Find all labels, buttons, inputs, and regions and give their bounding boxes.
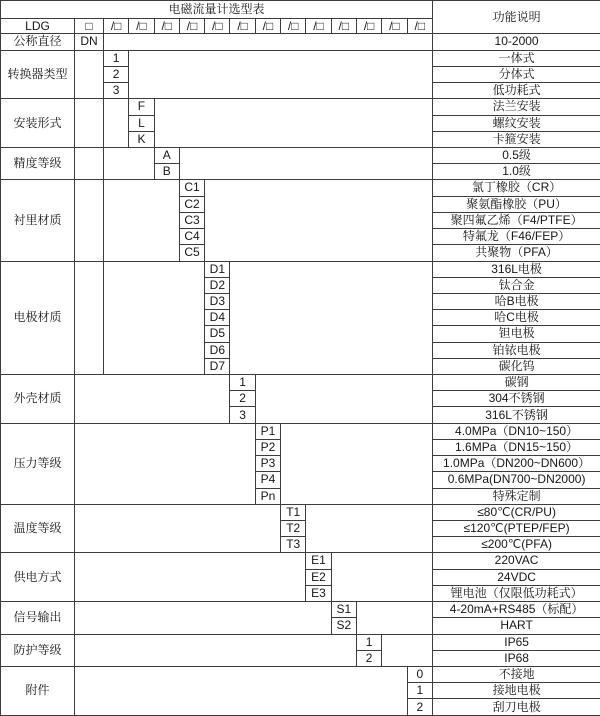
option-description: ≤80℃(CR/PU): [433, 504, 600, 520]
empty-cell: [75, 180, 104, 261]
option-description: 氯丁橡胶（CR）: [433, 180, 600, 196]
empty-cell: [75, 602, 332, 634]
model-slot: /□: [230, 19, 255, 34]
model-slot: /□: [281, 19, 306, 34]
option-code: S2: [331, 618, 356, 634]
option-code: 1: [104, 50, 129, 66]
option-code: B: [154, 164, 179, 180]
option-description: 4-20mA+RS485（标配）: [433, 602, 600, 618]
option-code: 2: [104, 66, 129, 82]
option-code: D3: [205, 293, 230, 309]
option-description: 特氟龙（F46/FEP）: [433, 229, 600, 245]
empty-cell: [75, 375, 230, 424]
option-description: 碳化钨: [433, 358, 600, 374]
option-description: 碳钢: [433, 375, 600, 391]
option-code: K: [129, 131, 154, 147]
model-slot: /□: [104, 19, 129, 34]
option-code: P3: [255, 456, 280, 472]
model-slot: /□: [407, 19, 433, 34]
empty-cell: [306, 504, 433, 553]
group-label: 供电方式: [1, 553, 75, 602]
empty-cell: [75, 423, 256, 504]
option-code: Pn: [255, 488, 280, 504]
option-description: 10-2000: [433, 34, 600, 50]
group-label: 精度等级: [1, 147, 75, 179]
group-label: 公称直径: [1, 34, 75, 50]
model-slot: /□: [255, 19, 280, 34]
model-slot: /□: [179, 19, 204, 34]
option-code: C1: [179, 180, 204, 196]
option-description: 1.0MPa（DN200~DN600）: [433, 456, 600, 472]
option-description: IP68: [433, 650, 600, 666]
model-slot: /□: [356, 19, 381, 34]
empty-cell: [331, 553, 432, 602]
option-description: 钛合金: [433, 277, 600, 293]
empty-cell: [104, 99, 129, 148]
group-label: 温度等级: [1, 504, 75, 553]
option-code: DN: [75, 34, 104, 50]
group-label: 防护等级: [1, 634, 75, 666]
empty-cell: [75, 634, 357, 666]
option-code: E1: [306, 553, 331, 569]
empty-cell: [255, 375, 432, 424]
option-description: 304不锈钢: [433, 391, 600, 407]
empty-cell: [356, 602, 432, 634]
option-code: P1: [255, 423, 280, 439]
option-description: 0.5级: [433, 147, 600, 163]
group-label: 压力等级: [1, 423, 75, 504]
option-code: T2: [281, 521, 306, 537]
empty-cell: [75, 553, 306, 602]
model-slot: /□: [205, 19, 230, 34]
empty-cell: [75, 50, 104, 99]
option-description: 316L不锈钢: [433, 407, 600, 423]
option-description: 共聚物（PFA）: [433, 245, 600, 261]
option-description: 1.0级: [433, 164, 600, 180]
option-code: C4: [179, 229, 204, 245]
option-code: T1: [281, 504, 306, 520]
option-code: 0: [407, 666, 433, 682]
empty-cell: [281, 423, 433, 504]
option-description: 接地电极: [433, 683, 600, 699]
option-code: D6: [205, 342, 230, 358]
option-description: 聚氨酯橡胶（PU）: [433, 196, 600, 212]
model-base-box: □: [75, 19, 104, 34]
empty-cell: [75, 666, 408, 715]
option-code: A: [154, 147, 179, 163]
option-code: 1: [356, 634, 381, 650]
group-label: 外壳材质: [1, 375, 75, 424]
option-code: 1: [407, 683, 433, 699]
option-description: 刮刀电极: [433, 699, 600, 716]
option-code: C5: [179, 245, 204, 261]
group-label: 安装形式: [1, 99, 75, 148]
option-description: 316L电极: [433, 261, 600, 277]
option-code: 1: [230, 375, 255, 391]
option-description: 低功耗式: [433, 83, 600, 99]
empty-cell: [75, 504, 281, 553]
group-label: 附件: [1, 666, 75, 715]
option-code: C2: [179, 196, 204, 212]
option-description: 特殊定制: [433, 488, 600, 504]
empty-cell: [382, 634, 433, 666]
option-description: 法兰安装: [433, 99, 600, 115]
option-description: 220VAC: [433, 553, 600, 569]
option-code: E2: [306, 569, 331, 585]
empty-cell: [75, 99, 104, 148]
empty-cell: [179, 147, 432, 179]
option-description: 哈B电极: [433, 293, 600, 309]
option-code: 3: [104, 83, 129, 99]
option-description: 聚四氟乙烯（F4/PTFE）: [433, 212, 600, 228]
empty-cell: [104, 261, 205, 375]
option-description: 分体式: [433, 66, 600, 82]
group-label: 电极材质: [1, 261, 75, 375]
table-title: 电磁流量计选型表: [1, 1, 433, 19]
option-code: 2: [407, 699, 433, 716]
option-code: T3: [281, 537, 306, 553]
table-body: [1, 1, 600, 716]
option-description: IP65: [433, 634, 600, 650]
option-description: 锂电池（仅限低功耗式）: [433, 585, 600, 601]
empty-cell: [129, 50, 433, 99]
empty-cell: [230, 261, 433, 375]
option-code: D5: [205, 326, 230, 342]
empty-cell: [75, 261, 104, 375]
option-code: E3: [306, 585, 331, 601]
option-description: 不接地: [433, 666, 600, 682]
function-header: 功能说明: [433, 1, 600, 34]
option-description: ≤200℃(PFA): [433, 537, 600, 553]
empty-cell: [205, 180, 433, 261]
option-description: 0.6MPa(DN700~DN2000): [433, 472, 600, 488]
option-description: 一体式: [433, 50, 600, 66]
option-code: C3: [179, 212, 204, 228]
option-description: HART: [433, 618, 600, 634]
empty-cell: [104, 147, 155, 179]
option-description: 铂铱电极: [433, 342, 600, 358]
option-code: P4: [255, 472, 280, 488]
option-code: 2: [230, 391, 255, 407]
option-description: 哈C电极: [433, 310, 600, 326]
model-slot: /□: [382, 19, 407, 34]
option-code: D1: [205, 261, 230, 277]
option-code: F: [129, 99, 154, 115]
model-slot: /□: [154, 19, 179, 34]
empty-cell: [154, 99, 432, 148]
model-slot: /□: [331, 19, 356, 34]
option-description: 卡箍安装: [433, 131, 600, 147]
empty-cell: [104, 180, 180, 261]
option-code: D2: [205, 277, 230, 293]
option-description: 4.0MPa（DN10~150）: [433, 423, 600, 439]
option-code: 3: [230, 407, 255, 423]
option-code: D7: [205, 358, 230, 374]
empty-cell: [75, 147, 104, 179]
group-label: 信号输出: [1, 602, 75, 634]
option-code: 2: [356, 650, 381, 666]
option-description: 1.6MPa（DN15~150）: [433, 439, 600, 455]
option-description: 螺纹安装: [433, 115, 600, 131]
option-code: P2: [255, 439, 280, 455]
option-description: 24VDC: [433, 569, 600, 585]
option-description: 钽电极: [433, 326, 600, 342]
group-label: 衬里材质: [1, 180, 75, 261]
empty-cell: [104, 34, 433, 50]
model-slot: /□: [306, 19, 331, 34]
option-code: D4: [205, 310, 230, 326]
option-code: S1: [331, 602, 356, 618]
group-label: 转换器类型: [1, 50, 75, 99]
model-slot: /□: [129, 19, 154, 34]
option-description: ≤120℃(PTEP/FEP): [433, 521, 600, 537]
model-prefix: LDG: [1, 19, 75, 34]
option-code: L: [129, 115, 154, 131]
